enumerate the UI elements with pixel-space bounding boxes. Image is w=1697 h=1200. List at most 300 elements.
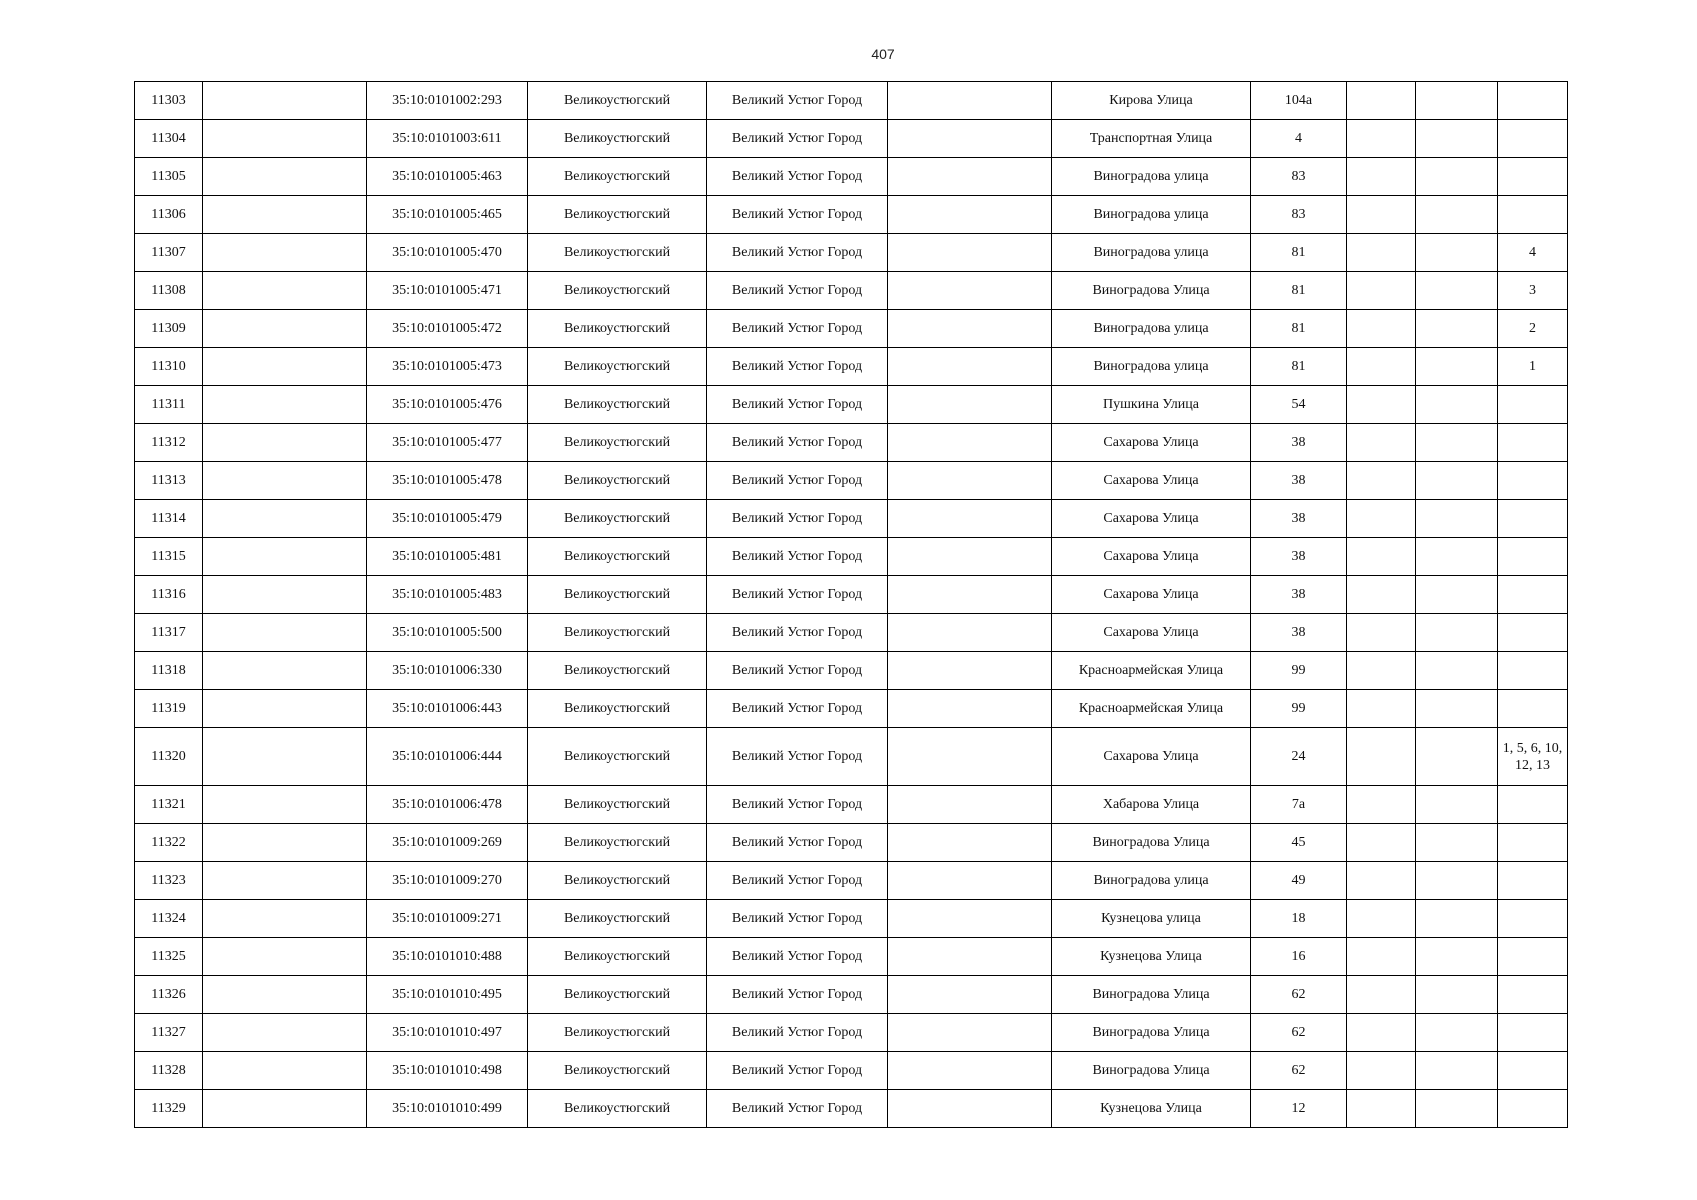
empty-cell [203, 196, 367, 234]
empty-cell [888, 1052, 1052, 1090]
empty-cell [1416, 690, 1498, 728]
street-cell: Виноградова улица [1052, 348, 1251, 386]
house-number-cell: 49 [1251, 862, 1347, 900]
cadastral-number-cell: 35:10:0101002:293 [367, 82, 528, 120]
row-number-cell: 11325 [135, 938, 203, 976]
empty-cell [1416, 938, 1498, 976]
street-cell: Виноградова Улица [1052, 272, 1251, 310]
row-number-cell: 11307 [135, 234, 203, 272]
settlement-cell: Великий Устюг Город [707, 500, 888, 538]
empty-cell [888, 500, 1052, 538]
district-cell: Великоустюгский [528, 1014, 707, 1052]
empty-cell [1416, 424, 1498, 462]
apartment-cell [1498, 690, 1568, 728]
empty-cell [888, 462, 1052, 500]
table-row [135, 786, 1568, 824]
table-row [135, 614, 1568, 652]
empty-cell [1347, 538, 1416, 576]
row-number-cell: 11303 [135, 82, 203, 120]
apartment-cell: 3 [1498, 272, 1568, 310]
apartment-cell [1498, 424, 1568, 462]
empty-cell [1416, 728, 1498, 786]
settlement-cell: Великий Устюг Город [707, 1052, 888, 1090]
empty-cell [1416, 786, 1498, 824]
district-cell: Великоустюгский [528, 1052, 707, 1090]
settlement-cell: Великий Устюг Город [707, 976, 888, 1014]
empty-cell [888, 786, 1052, 824]
table-row [135, 462, 1568, 500]
district-cell: Великоустюгский [528, 614, 707, 652]
settlement-cell: Великий Устюг Город [707, 938, 888, 976]
row-number-cell: 11310 [135, 348, 203, 386]
settlement-cell: Великий Устюг Город [707, 158, 888, 196]
settlement-cell: Великий Устюг Город [707, 728, 888, 786]
table-row [135, 728, 1568, 786]
settlement-cell: Великий Устюг Город [707, 614, 888, 652]
empty-cell [1347, 234, 1416, 272]
empty-cell [1347, 938, 1416, 976]
district-cell: Великоустюгский [528, 862, 707, 900]
empty-cell [888, 614, 1052, 652]
empty-cell [1347, 348, 1416, 386]
empty-cell [203, 234, 367, 272]
table-row [135, 862, 1568, 900]
table-row [135, 976, 1568, 1014]
settlement-cell: Великий Устюг Город [707, 82, 888, 120]
empty-cell [1416, 976, 1498, 1014]
settlement-cell: Великий Устюг Город [707, 348, 888, 386]
house-number-cell: 38 [1251, 424, 1347, 462]
empty-cell [203, 1090, 367, 1128]
row-number-cell: 11308 [135, 272, 203, 310]
street-cell: Сахарова Улица [1052, 462, 1251, 500]
cadastral-number-cell: 35:10:0101006:478 [367, 786, 528, 824]
street-cell: Виноградова улица [1052, 862, 1251, 900]
street-cell: Виноградова улица [1052, 310, 1251, 348]
apartment-cell [1498, 576, 1568, 614]
empty-cell [203, 1014, 367, 1052]
empty-cell [1347, 158, 1416, 196]
house-number-cell: 83 [1251, 196, 1347, 234]
table-row [135, 824, 1568, 862]
empty-cell [203, 938, 367, 976]
cadastral-number-cell: 35:10:0101006:444 [367, 728, 528, 786]
house-number-cell: 81 [1251, 348, 1347, 386]
apartment-cell [1498, 120, 1568, 158]
street-cell: Красноармейская Улица [1052, 652, 1251, 690]
cadastral-number-cell: 35:10:0101010:498 [367, 1052, 528, 1090]
settlement-cell: Великий Устюг Город [707, 690, 888, 728]
district-cell: Великоустюгский [528, 728, 707, 786]
cadastral-number-cell: 35:10:0101005:471 [367, 272, 528, 310]
row-number-cell: 11304 [135, 120, 203, 158]
street-cell: Виноградова Улица [1052, 1014, 1251, 1052]
street-cell: Сахарова Улица [1052, 728, 1251, 786]
cadastral-number-cell: 35:10:0101010:495 [367, 976, 528, 1014]
table-row [135, 900, 1568, 938]
district-cell: Великоустюгский [528, 120, 707, 158]
street-cell: Сахарова Улица [1052, 538, 1251, 576]
district-cell: Великоустюгский [528, 1090, 707, 1128]
apartment-cell [1498, 158, 1568, 196]
street-cell: Кирова Улица [1052, 82, 1251, 120]
empty-cell [888, 196, 1052, 234]
district-cell: Великоустюгский [528, 786, 707, 824]
apartment-cell [1498, 614, 1568, 652]
cadastral-number-cell: 35:10:0101005:472 [367, 310, 528, 348]
row-number-cell: 11318 [135, 652, 203, 690]
table-row [135, 234, 1568, 272]
street-cell: Пушкина Улица [1052, 386, 1251, 424]
empty-cell [1416, 310, 1498, 348]
empty-cell [1416, 652, 1498, 690]
cadastral-number-cell: 35:10:0101005:470 [367, 234, 528, 272]
empty-cell [203, 500, 367, 538]
empty-cell [888, 938, 1052, 976]
settlement-cell: Великий Устюг Город [707, 196, 888, 234]
empty-cell [203, 386, 367, 424]
table-row [135, 538, 1568, 576]
empty-cell [1416, 900, 1498, 938]
cadastral-number-cell: 35:10:0101005:500 [367, 614, 528, 652]
empty-cell [203, 690, 367, 728]
settlement-cell: Великий Устюг Город [707, 310, 888, 348]
settlement-cell: Великий Устюг Город [707, 234, 888, 272]
empty-cell [1347, 786, 1416, 824]
empty-cell [1347, 976, 1416, 1014]
cadastral-number-cell: 35:10:0101005:483 [367, 576, 528, 614]
street-cell: Кузнецова улица [1052, 900, 1251, 938]
table-row [135, 386, 1568, 424]
empty-cell [888, 976, 1052, 1014]
row-number-cell: 11306 [135, 196, 203, 234]
row-number-cell: 11327 [135, 1014, 203, 1052]
district-cell: Великоустюгский [528, 424, 707, 462]
district-cell: Великоустюгский [528, 652, 707, 690]
empty-cell [888, 538, 1052, 576]
empty-cell [888, 862, 1052, 900]
empty-cell [1416, 234, 1498, 272]
empty-cell [1347, 1090, 1416, 1128]
empty-cell [1416, 82, 1498, 120]
street-cell: Сахарова Улица [1052, 576, 1251, 614]
empty-cell [888, 158, 1052, 196]
house-number-cell: 62 [1251, 976, 1347, 1014]
cadastral-number-cell: 35:10:0101009:271 [367, 900, 528, 938]
empty-cell [203, 424, 367, 462]
apartment-cell [1498, 652, 1568, 690]
empty-cell [1347, 1052, 1416, 1090]
cadastral-number-cell: 35:10:0101009:270 [367, 862, 528, 900]
empty-cell [203, 614, 367, 652]
apartment-cell: 1 [1498, 348, 1568, 386]
cadastral-number-cell: 35:10:0101003:611 [367, 120, 528, 158]
house-number-cell: 38 [1251, 538, 1347, 576]
settlement-cell: Великий Устюг Город [707, 386, 888, 424]
apartment-cell [1498, 862, 1568, 900]
table-row [135, 652, 1568, 690]
table-row [135, 82, 1568, 120]
settlement-cell: Великий Устюг Город [707, 462, 888, 500]
table-row [135, 310, 1568, 348]
apartment-cell [1498, 1052, 1568, 1090]
apartment-cell: 4 [1498, 234, 1568, 272]
empty-cell [203, 310, 367, 348]
cadastral-number-cell: 35:10:0101005:481 [367, 538, 528, 576]
apartment-cell [1498, 976, 1568, 1014]
settlement-cell: Великий Устюг Город [707, 652, 888, 690]
apartment-cell [1498, 824, 1568, 862]
cadastral-number-cell: 35:10:0101006:330 [367, 652, 528, 690]
row-number-cell: 11321 [135, 786, 203, 824]
empty-cell [203, 462, 367, 500]
empty-cell [1416, 862, 1498, 900]
house-number-cell: 24 [1251, 728, 1347, 786]
empty-cell [1416, 120, 1498, 158]
empty-cell [1416, 196, 1498, 234]
empty-cell [1416, 538, 1498, 576]
street-cell: Виноградова улица [1052, 234, 1251, 272]
row-number-cell: 11315 [135, 538, 203, 576]
district-cell: Великоустюгский [528, 310, 707, 348]
empty-cell [888, 690, 1052, 728]
row-number-cell: 11311 [135, 386, 203, 424]
house-number-cell: 62 [1251, 1052, 1347, 1090]
row-number-cell: 11324 [135, 900, 203, 938]
apartment-cell: 1, 5, 6, 10, 12, 13 [1498, 728, 1568, 786]
empty-cell [203, 348, 367, 386]
empty-cell [1416, 500, 1498, 538]
empty-cell [1347, 82, 1416, 120]
row-number-cell: 11320 [135, 728, 203, 786]
empty-cell [203, 272, 367, 310]
registry-table [134, 81, 1568, 1128]
row-number-cell: 11329 [135, 1090, 203, 1128]
row-number-cell: 11326 [135, 976, 203, 1014]
house-number-cell: 12 [1251, 1090, 1347, 1128]
district-cell: Великоустюгский [528, 900, 707, 938]
apartment-cell [1498, 538, 1568, 576]
table-row [135, 1090, 1568, 1128]
row-number-cell: 11319 [135, 690, 203, 728]
apartment-cell [1498, 1014, 1568, 1052]
empty-cell [1416, 1090, 1498, 1128]
cadastral-number-cell: 35:10:0101009:269 [367, 824, 528, 862]
apartment-cell [1498, 386, 1568, 424]
house-number-cell: 99 [1251, 690, 1347, 728]
district-cell: Великоустюгский [528, 462, 707, 500]
empty-cell [203, 652, 367, 690]
empty-cell [1416, 272, 1498, 310]
empty-cell [1347, 120, 1416, 158]
district-cell: Великоустюгский [528, 500, 707, 538]
empty-cell [888, 1014, 1052, 1052]
empty-cell [1416, 576, 1498, 614]
settlement-cell: Великий Устюг Город [707, 1090, 888, 1128]
table-row [135, 120, 1568, 158]
table-row [135, 348, 1568, 386]
empty-cell [203, 82, 367, 120]
row-number-cell: 11322 [135, 824, 203, 862]
house-number-cell: 38 [1251, 500, 1347, 538]
table-row [135, 576, 1568, 614]
row-number-cell: 11328 [135, 1052, 203, 1090]
empty-cell [888, 82, 1052, 120]
cadastral-number-cell: 35:10:0101005:476 [367, 386, 528, 424]
house-number-cell: 104а [1251, 82, 1347, 120]
table-row [135, 196, 1568, 234]
empty-cell [888, 652, 1052, 690]
empty-cell [1347, 500, 1416, 538]
row-number-cell: 11305 [135, 158, 203, 196]
district-cell: Великоустюгский [528, 690, 707, 728]
street-cell: Виноградова улица [1052, 196, 1251, 234]
table-row [135, 424, 1568, 462]
empty-cell [888, 1090, 1052, 1128]
house-number-cell: 45 [1251, 824, 1347, 862]
house-number-cell: 16 [1251, 938, 1347, 976]
empty-cell [1347, 900, 1416, 938]
district-cell: Великоустюгский [528, 976, 707, 1014]
table-row [135, 158, 1568, 196]
empty-cell [888, 234, 1052, 272]
empty-cell [1416, 1052, 1498, 1090]
district-cell: Великоустюгский [528, 824, 707, 862]
district-cell: Великоустюгский [528, 272, 707, 310]
empty-cell [1416, 348, 1498, 386]
empty-cell [1347, 576, 1416, 614]
row-number-cell: 11309 [135, 310, 203, 348]
empty-cell [1347, 614, 1416, 652]
apartment-cell [1498, 786, 1568, 824]
street-cell: Кузнецова Улица [1052, 938, 1251, 976]
settlement-cell: Великий Устюг Город [707, 824, 888, 862]
empty-cell [1347, 462, 1416, 500]
empty-cell [1347, 424, 1416, 462]
district-cell: Великоустюгский [528, 196, 707, 234]
district-cell: Великоустюгский [528, 576, 707, 614]
district-cell: Великоустюгский [528, 82, 707, 120]
empty-cell [203, 158, 367, 196]
cadastral-number-cell: 35:10:0101006:443 [367, 690, 528, 728]
house-number-cell: 81 [1251, 272, 1347, 310]
empty-cell [888, 900, 1052, 938]
empty-cell [1347, 652, 1416, 690]
apartment-cell [1498, 938, 1568, 976]
street-cell: Сахарова Улица [1052, 424, 1251, 462]
house-number-cell: 18 [1251, 900, 1347, 938]
empty-cell [888, 386, 1052, 424]
empty-cell [203, 120, 367, 158]
empty-cell [1416, 824, 1498, 862]
empty-cell [1347, 862, 1416, 900]
empty-cell [1347, 196, 1416, 234]
house-number-cell: 99 [1251, 652, 1347, 690]
empty-cell [888, 824, 1052, 862]
house-number-cell: 38 [1251, 614, 1347, 652]
empty-cell [1416, 614, 1498, 652]
street-cell: Виноградова Улица [1052, 1052, 1251, 1090]
house-number-cell: 38 [1251, 576, 1347, 614]
empty-cell [1347, 386, 1416, 424]
empty-cell [1347, 310, 1416, 348]
table-row [135, 272, 1568, 310]
registry-table-body [135, 82, 1568, 1128]
empty-cell [203, 900, 367, 938]
table-row [135, 1014, 1568, 1052]
house-number-cell: 81 [1251, 234, 1347, 272]
settlement-cell: Великий Устюг Город [707, 538, 888, 576]
empty-cell [888, 272, 1052, 310]
empty-cell [203, 824, 367, 862]
table-row [135, 690, 1568, 728]
apartment-cell [1498, 82, 1568, 120]
street-cell: Сахарова Улица [1052, 500, 1251, 538]
cadastral-number-cell: 35:10:0101005:473 [367, 348, 528, 386]
empty-cell [203, 538, 367, 576]
apartment-cell [1498, 500, 1568, 538]
empty-cell [1416, 158, 1498, 196]
street-cell: Красноармейская Улица [1052, 690, 1251, 728]
empty-cell [203, 786, 367, 824]
empty-cell [1347, 824, 1416, 862]
house-number-cell: 38 [1251, 462, 1347, 500]
settlement-cell: Великий Устюг Город [707, 786, 888, 824]
empty-cell [1347, 690, 1416, 728]
empty-cell [888, 424, 1052, 462]
cadastral-number-cell: 35:10:0101005:477 [367, 424, 528, 462]
house-number-cell: 83 [1251, 158, 1347, 196]
table-row [135, 1052, 1568, 1090]
empty-cell [1416, 386, 1498, 424]
house-number-cell: 54 [1251, 386, 1347, 424]
row-number-cell: 11317 [135, 614, 203, 652]
cadastral-number-cell: 35:10:0101010:497 [367, 1014, 528, 1052]
apartment-cell [1498, 462, 1568, 500]
row-number-cell: 11316 [135, 576, 203, 614]
district-cell: Великоустюгский [528, 158, 707, 196]
apartment-cell [1498, 196, 1568, 234]
settlement-cell: Великий Устюг Город [707, 424, 888, 462]
settlement-cell: Великий Устюг Город [707, 576, 888, 614]
cadastral-number-cell: 35:10:0101005:479 [367, 500, 528, 538]
apartment-cell [1498, 1090, 1568, 1128]
settlement-cell: Великий Устюг Город [707, 272, 888, 310]
row-number-cell: 11314 [135, 500, 203, 538]
empty-cell [1347, 272, 1416, 310]
street-cell: Виноградова улица [1052, 158, 1251, 196]
house-number-cell: 4 [1251, 120, 1347, 158]
settlement-cell: Великий Устюг Город [707, 1014, 888, 1052]
district-cell: Великоустюгский [528, 938, 707, 976]
empty-cell [888, 728, 1052, 786]
empty-cell [888, 348, 1052, 386]
street-cell: Транспортная Улица [1052, 120, 1251, 158]
apartment-cell: 2 [1498, 310, 1568, 348]
house-number-cell: 62 [1251, 1014, 1347, 1052]
apartment-cell [1498, 900, 1568, 938]
street-cell: Виноградова Улица [1052, 824, 1251, 862]
empty-cell [888, 120, 1052, 158]
district-cell: Великоустюгский [528, 538, 707, 576]
empty-cell [1416, 462, 1498, 500]
table-row [135, 938, 1568, 976]
cadastral-number-cell: 35:10:0101010:488 [367, 938, 528, 976]
empty-cell [888, 576, 1052, 614]
cadastral-number-cell: 35:10:0101005:478 [367, 462, 528, 500]
empty-cell [1347, 728, 1416, 786]
street-cell: Виноградова Улица [1052, 976, 1251, 1014]
